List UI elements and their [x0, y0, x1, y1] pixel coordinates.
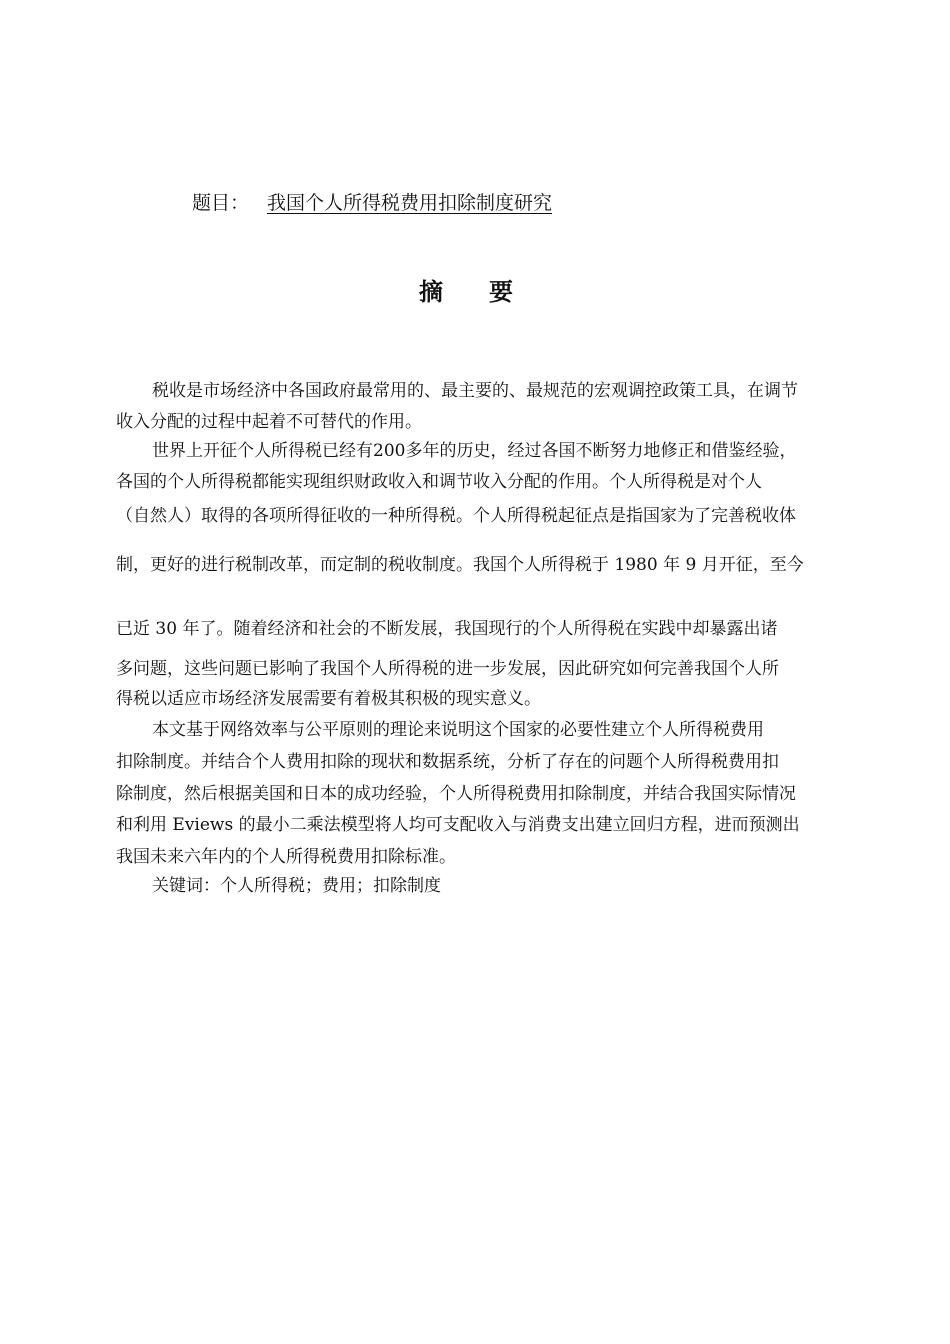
paragraph-3-line-1: 本文基于网络效率与公平原则的理论来说明这个国家的必要性建立个人所得税费用 [152, 720, 764, 740]
thesis-title-line [192, 188, 594, 218]
paragraph-2-line-3: （自然人）取得的各项所得征收的一种所得税。个人所得税起征点是指国家为了完善税收体 [116, 506, 796, 526]
paragraph-2-line-1: 世界上开征个人所得税已经有200多年的历史，经过各国不断努力地修正和借鉴经验， [152, 441, 797, 461]
paragraph-2-line-2: 各国的个人所得税都能实现组织财政收入和调节收入分配的作用。个人所得税是对个人 [116, 472, 762, 492]
paragraph-1-line-1: 税收是市场经济中各国政府最常用的、最主要的、最规范的宏观调控政策工具，在调节 [152, 381, 798, 401]
paragraph-1-line-2: 收入分配的过程中起着不可替代的作用。 [116, 412, 422, 432]
paragraph-3-line-4: 和利用 Eviews 的最小二乘法模型将人均可支配收入与消费支出建立回归方程，进而预测出 [116, 815, 800, 835]
paragraph-2-line-6: 多问题，这些问题已影响了我国个人所得税的进一步发展，因此研究如何完善我国个人所 [116, 659, 779, 679]
paragraph-3-line-3: 除制度，然后根据美国和日本的成功经验，个人所得税费用扣除制度，并结合我国实际情况 [116, 784, 796, 804]
paragraph-2-line-4: 制，更好的进行税制改革，而定制的税收制度。我国个人所得税于 1980 年 9 月开征，至今 [116, 555, 804, 575]
thesis-title-label: 题目： [192, 192, 250, 214]
paragraph-3-line-5: 我国未来六年内的个人所得税费用扣除标准。 [116, 847, 456, 867]
paragraph-2-line-7: 得税以适应市场经济发展需要有着极其积极的现实意义。 [116, 689, 541, 709]
paragraph-2-line-5: 已近 30 年了。随着经济和社会的不断发展，我国现行的个人所得税在实践中却暴露出诸 [116, 619, 778, 639]
keywords-line: 关键词：个人所得税；费用；扣除制度 [152, 876, 441, 896]
paragraph-3-line-2: 扣除制度。并结合个人费用扣除的现状和数据系统，分析了存在的问题个人所得税费用扣 [116, 752, 779, 772]
abstract-heading: 摘要 [419, 278, 559, 306]
thesis-title-value: 我国个人所得税费用扣除制度研究 [267, 192, 553, 214]
